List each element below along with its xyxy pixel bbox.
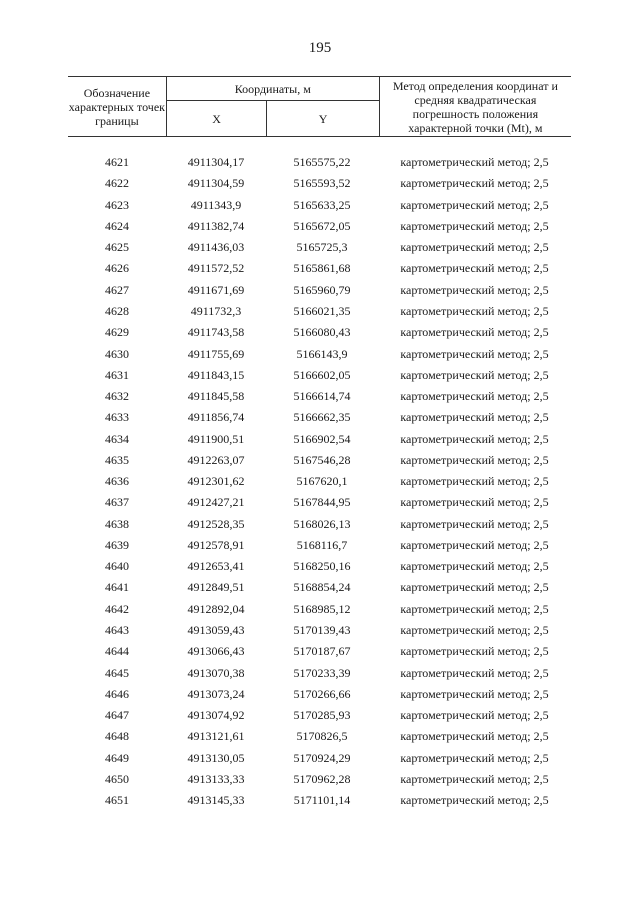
header-point-label: Обозначение характерных точек границы [68, 77, 166, 137]
coord-y: 5166080,43 [293, 325, 351, 340]
method-cell: картометрический метод; 2,5 [400, 622, 549, 637]
method-cell: картометрический метод; 2,5 [400, 644, 549, 659]
method-cell: картометрический метод; 2,5 [400, 708, 549, 723]
point-id: 4647 [105, 708, 129, 723]
header-y-label: Y [267, 101, 379, 137]
coord-x: 4913145,33 [187, 793, 245, 808]
point-id: 4640 [105, 559, 129, 574]
table-row [68, 407, 571, 428]
table-row [68, 428, 571, 449]
table-row [68, 620, 571, 641]
coord-y: 5165575,22 [293, 155, 351, 170]
coord-x: 4911436,03 [187, 240, 245, 255]
method-cell: картометрический метод; 2,5 [400, 580, 549, 595]
coord-x: 4912528,35 [187, 516, 245, 531]
coord-x: 4912578,91 [187, 537, 245, 552]
coord-x: 4912892,04 [187, 601, 245, 616]
table-row [68, 216, 571, 237]
method-cell: картометрический метод; 2,5 [400, 325, 549, 340]
table-header [68, 76, 571, 137]
point-id: 4621 [105, 155, 129, 170]
point-id: 4635 [105, 452, 129, 467]
method-cell: картометрический метод; 2,5 [400, 474, 549, 489]
coord-y: 5165960,79 [293, 282, 351, 297]
coord-x: 4911900,51 [187, 431, 245, 446]
table-row [68, 747, 571, 768]
coord-y: 5168026,13 [293, 516, 351, 531]
table-row [68, 365, 571, 386]
coord-x: 4913073,24 [187, 686, 245, 701]
method-cell: картометрический метод; 2,5 [400, 452, 549, 467]
coord-x: 4911382,74 [187, 218, 245, 233]
coord-y: 5168985,12 [293, 601, 351, 616]
coord-y: 5170924,29 [293, 750, 351, 765]
point-id: 4650 [105, 771, 129, 786]
table-body [68, 152, 571, 811]
table-row [68, 726, 571, 747]
coord-y: 5170826,5 [296, 729, 348, 744]
header-method-label: Метод определения координат и средняя квадратическая погрешность положения характерной точки (Mt), м [379, 77, 571, 137]
point-id: 4626 [105, 261, 129, 276]
coord-x: 4911732,3 [190, 303, 242, 318]
coord-x: 4911671,69 [187, 282, 245, 297]
point-id: 4642 [105, 601, 129, 616]
coord-y: 5167620,1 [296, 474, 348, 489]
method-cell: картометрический метод; 2,5 [400, 559, 549, 574]
page-number: 195 [308, 40, 332, 56]
point-id: 4633 [105, 410, 129, 425]
table-row [68, 195, 571, 216]
table-row [68, 556, 571, 577]
point-id: 4625 [105, 240, 129, 255]
table-row [68, 492, 571, 513]
method-cell: картометрический метод; 2,5 [400, 750, 549, 765]
method-cell: картометрический метод; 2,5 [400, 665, 549, 680]
coord-y: 5165725,3 [296, 240, 348, 255]
method-cell: картометрический метод; 2,5 [400, 686, 549, 701]
table-row [68, 769, 571, 790]
point-id: 4630 [105, 346, 129, 361]
coord-x: 4912301,62 [187, 474, 245, 489]
coord-x: 4911304,59 [187, 176, 245, 191]
table-row [68, 705, 571, 726]
coord-y: 5170233,39 [293, 665, 351, 680]
coord-x: 4913121,61 [187, 729, 245, 744]
method-cell: картометрический метод; 2,5 [400, 261, 549, 276]
table-row [68, 152, 571, 173]
table-row [68, 662, 571, 683]
point-id: 4627 [105, 282, 129, 297]
coord-x: 4913130,05 [187, 750, 245, 765]
point-id: 4651 [105, 793, 129, 808]
coord-y: 5166021,35 [293, 303, 351, 318]
coord-y: 5170139,43 [293, 622, 351, 637]
point-id: 4631 [105, 367, 129, 382]
method-cell: картометрический метод; 2,5 [400, 431, 549, 446]
table-row [68, 450, 571, 471]
point-id: 4645 [105, 665, 129, 680]
coord-x: 4911572,52 [187, 261, 245, 276]
coord-y: 5170266,66 [293, 686, 351, 701]
method-cell: картометрический метод; 2,5 [400, 793, 549, 808]
table-row [68, 535, 571, 556]
coord-x: 4911845,58 [187, 389, 245, 404]
table-row [68, 280, 571, 301]
coord-y: 5167844,95 [293, 495, 351, 510]
coord-y: 5167546,28 [293, 452, 351, 467]
table-row [68, 790, 571, 811]
table-row [68, 237, 571, 258]
method-cell: картометрический метод; 2,5 [400, 346, 549, 361]
method-cell: картометрический метод; 2,5 [400, 495, 549, 510]
coord-y: 5170962,28 [293, 771, 351, 786]
coord-x: 4911755,69 [187, 346, 245, 361]
coord-y: 5165672,05 [293, 218, 351, 233]
method-cell: картометрический метод; 2,5 [400, 197, 549, 212]
point-id: 4648 [105, 729, 129, 744]
coord-y: 5170285,93 [293, 708, 351, 723]
coord-x: 4912849,51 [187, 580, 245, 595]
method-cell: картометрический метод; 2,5 [400, 240, 549, 255]
coord-y: 5166614,74 [293, 389, 351, 404]
coord-x: 4911856,74 [187, 410, 245, 425]
method-cell: картометрический метод; 2,5 [400, 282, 549, 297]
method-cell: картометрический метод; 2,5 [400, 516, 549, 531]
method-cell: картометрический метод; 2,5 [400, 729, 549, 744]
coord-x: 4912427,21 [187, 495, 245, 510]
point-id: 4636 [105, 474, 129, 489]
coord-y: 5166662,35 [293, 410, 351, 425]
point-id: 4624 [105, 218, 129, 233]
coord-x: 4913070,38 [187, 665, 245, 680]
coord-x: 4912263,07 [187, 452, 245, 467]
table-row [68, 684, 571, 705]
method-cell: картометрический метод; 2,5 [400, 771, 549, 786]
point-id: 4629 [105, 325, 129, 340]
coord-y: 5166602,05 [293, 367, 351, 382]
table-row [68, 471, 571, 492]
table-row [68, 641, 571, 662]
point-id: 4639 [105, 537, 129, 552]
method-cell: картометрический метод; 2,5 [400, 218, 549, 233]
method-cell: картометрический метод; 2,5 [400, 303, 549, 318]
point-id: 4644 [105, 644, 129, 659]
table-row [68, 173, 571, 194]
coord-x: 4911343,9 [190, 197, 242, 212]
method-cell: картометрический метод; 2,5 [400, 367, 549, 382]
point-id: 4628 [105, 303, 129, 318]
coord-y: 5170187,67 [293, 644, 351, 659]
point-id: 4634 [105, 431, 129, 446]
table-row [68, 514, 571, 535]
table-row [68, 386, 571, 407]
method-cell: картометрический метод; 2,5 [400, 410, 549, 425]
point-id: 4649 [105, 750, 129, 765]
coord-y: 5168116,7 [296, 537, 348, 552]
table-row [68, 577, 571, 598]
coord-x: 4912653,41 [187, 559, 245, 574]
coord-x: 4911743,58 [187, 325, 245, 340]
point-id: 4623 [105, 197, 129, 212]
coord-y: 5165593,52 [293, 176, 351, 191]
coord-x: 4911843,15 [187, 367, 245, 382]
coord-y: 5166902,54 [293, 431, 351, 446]
point-id: 4637 [105, 495, 129, 510]
method-cell: картометрический метод; 2,5 [400, 389, 549, 404]
method-cell: картометрический метод; 2,5 [400, 601, 549, 616]
method-cell: картометрический метод; 2,5 [400, 176, 549, 191]
point-id: 4641 [105, 580, 129, 595]
coord-x: 4913066,43 [187, 644, 245, 659]
coord-x: 4911304,17 [187, 155, 245, 170]
table-row [68, 301, 571, 322]
point-id: 4643 [105, 622, 129, 637]
method-cell: картометрический метод; 2,5 [400, 155, 549, 170]
point-id: 4638 [105, 516, 129, 531]
coord-x: 4913133,33 [187, 771, 245, 786]
header-coords-label: Координаты, м [166, 77, 379, 101]
point-id: 4622 [105, 176, 129, 191]
table-row [68, 322, 571, 343]
method-cell: картометрический метод; 2,5 [400, 537, 549, 552]
table-row [68, 258, 571, 279]
header-x-label: X [166, 101, 267, 137]
coord-y: 5168854,24 [293, 580, 351, 595]
coord-x: 4913059,43 [187, 622, 245, 637]
coord-y: 5166143,9 [296, 346, 348, 361]
table-row [68, 343, 571, 364]
table-row [68, 599, 571, 620]
point-id: 4632 [105, 389, 129, 404]
coord-y: 5165861,68 [293, 261, 351, 276]
coord-y: 5165633,25 [293, 197, 351, 212]
coord-y: 5171101,14 [293, 793, 351, 808]
point-id: 4646 [105, 686, 129, 701]
coord-y: 5168250,16 [293, 559, 351, 574]
coord-x: 4913074,92 [187, 708, 245, 723]
